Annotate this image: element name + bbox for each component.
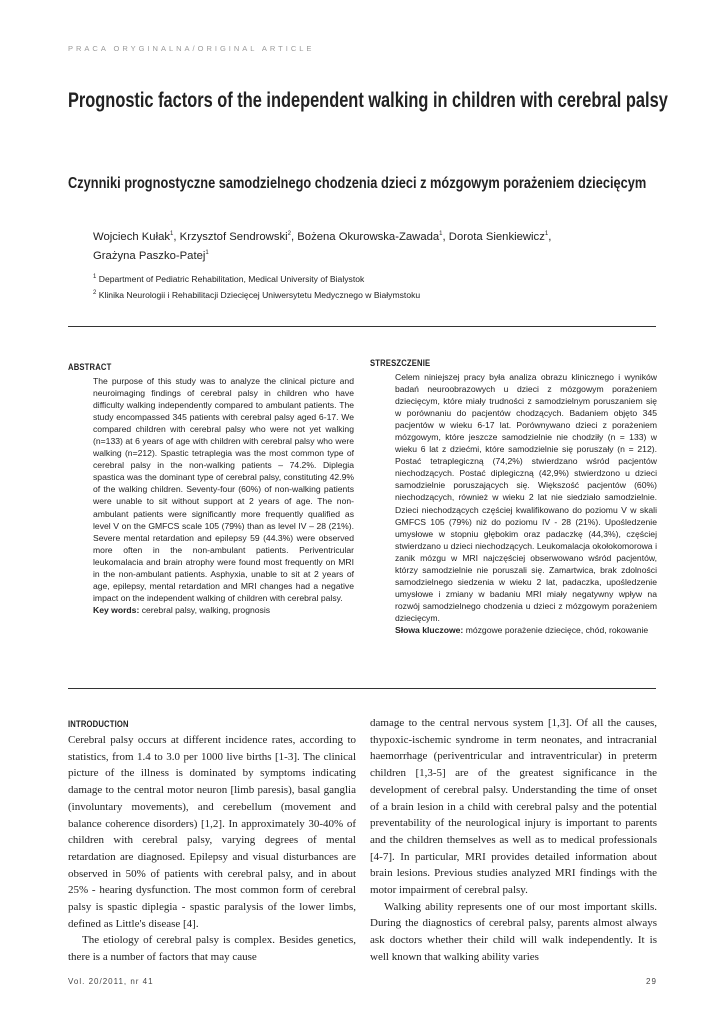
keywords-label: Key words:	[93, 604, 140, 615]
article-subtitle: Czynniki prognostyczne samodzielnego chodzenia dzieci z mózgowym porażeniem dziecięcym	[68, 175, 647, 192]
divider-middle	[68, 688, 656, 689]
author-name: Wojciech Kułak	[93, 231, 171, 243]
page-number: 29	[646, 977, 657, 986]
introduction-column-right	[370, 715, 657, 966]
paragraph: Walking ability represents one of our most important skills. During the diagnostics of cerebral palsy, parents almost always ask doctors whether their child will walk independently. It is well known that walking ability varies	[370, 900, 657, 963]
keywords: cerebral palsy, walking, prognosis	[141, 604, 271, 615]
article-title: Prognostic factors of the independent walking in children with cerebral palsy	[68, 89, 668, 112]
affiliation-2: $^2$ Klinika Neurologii i Rehabilitacji Dziecięcej Uniwersytetu Medycznego w Białymstoku	[93, 290, 421, 300]
streszczenie-text: Celem niniejszej pracy była analiza obrazu klinicznego i wyników badań neuroobrazowych u dzieci z mózgowym porażeniem dziecięcym, które miały trudności z samodzielnym poruszaniem się w porównaniu do pacjentów chodzących. Badaniem objęto 345 pacjentów w wieku 6-17 lat. Porównywano dzieci z porażeniem mózgowym, które jeszcze samodzielnie nie chodziły (n = 133) w wieku 6 lat z dziećmi, które samodzielnie się poruszały (n = 212). Postać tetraplegiczną (74,2%) stwierdzano wśród pacjentów niechodzących. Postać diplegiczną (42,9%) stwierdzono u dzieci samodzielnie poruszających się. Większość pacjentów (60%) niechodzących, również w wieku 2 lat nie siedziało samodzielnie. Dzieci niechodzących częściej kwalifikowano do poziomu V w skali GMFCS 105 (79%) niż do poziomu IV - 28 (21%). Upośledzenie umysłowe w stopniu głębokim oraz padaczkę (44,3%), częściej stwierdzano u dzieci niechodzących. Leukomalacja okołokomorowa i zanik mózgu w MRI najczęściej obserwowano wśród pacjentów, którzy samodzielnie nie poruszali się. Zamartwica, brak zdolności samodzielnego siedzenia w wieku 2 lat, padaczka, upośledzenie umysłowe i zmiany w badaniu MRI miały negatywny wpływ na rozwój samodzielnego chodzenia u dzieci z mózgowym porażeniem dziecięcym.	[395, 372, 657, 623]
paragraph: Cerebral palsy occurs at different incidence rates, according to statistics, from 1.4 to 3.0 per 1000 live births [1-3]. The clinical picture of the illness is dominated by symptoms indicating damage to the central motor neuron [limb paresis), basal ganglia (involuntary movements), and cerebellum (movement and balance coherence disorders) [1,2]. In approximately 30-40% of children with cerebral palsy, varying degrees of mental retardation are diagnosed. Epilepsy and visual disturbances are observed in 50% of patients with cerebral palsy, and in about 25% - hearing dysfunction. The most common form of cerebral palsy is spastic diplegia - spastic paralysis of the lower limbs, defined as Little's disease [4].	[68, 734, 356, 930]
divider-top	[68, 326, 656, 327]
slowa-kluczowe: mózgowe porażenie dziecięce, chód, rokowanie	[465, 624, 649, 635]
author-name: Bożena Okurowska-Zawada	[297, 231, 440, 243]
author-sup: 1	[205, 250, 209, 257]
author-sup: 2	[287, 231, 291, 238]
footer-volume: Vol. 20/2011, nr 41	[68, 977, 154, 986]
author-name: Krzysztof Sendrowski	[179, 231, 288, 243]
paragraph: damage to the central nervous system [1,3]. Of all the causes, thypoxic-ischemic syndrome in term neonates, and intracranial haemorrhage (periventricular and intraventricular) in preterm children [1,3-5] are of the greatest significance in the development of cerebral palsy. Understanding the time of onset of a brain lesion in a child with cerebral palsy and the potential preventability of the neurological injury is important to parents and the children themselves as well as to medical professionals [4-7]. In particular, MRI provides detailed information about brain lesions. Previous studies analyzed MRI findings with the motor impairment of cerebral palsy.	[370, 717, 657, 897]
abstract-text: The purpose of this study was to analyze the clinical picture and neuroimaging findings of cerebral palsy in children who have difficulty walking independently compared to ambulant patients. The study encompassed 345 patients with cerebral palsy aged 6-17. We compared children with cerebral palsy who were not yet walking (n=133) at 6 years of age with children with cerebral palsy who were walking (n=212). Spastic tetraplegia was the most common type of cerebral palsy in the non-walking patients – 74.2%. Diplegia spastica was the dominant type of cerebral palsy, constituting 42.9% of the walking children. Seventy-four (60%) of non-walking patients were unable to sit without support at 2 years of age. The non-ambulant patients were significantly more frequently qualified as level V on the GMFCS scale 105 (79%) than as level IV – 28 (21%). Severe mental retardation and epilepsy 59 (44.3%) were observed more often in the non-ambulant patients. Periventricular leukomalacia and brain atrophy were found most frequently on MRI in the non-ambulant patients. Asphyxia, unable to sit at 2 years of age, epilepsy, mental retardation and MRI changes had a negative impact on the independent walking of children with cerebral palsy.	[93, 376, 354, 603]
introduction-heading: INTRODUCTION	[68, 719, 129, 729]
affiliations	[93, 271, 420, 303]
author-sup: 1	[544, 231, 549, 238]
journal-section-header: PRACA ORYGINALNA/ORIGINAL ARTICLE	[68, 44, 315, 53]
author-sup: 1	[170, 231, 174, 238]
introduction-column-left	[68, 732, 356, 966]
slowa-kluczowe-label: Słowa kluczowe:	[395, 624, 464, 635]
affiliation-1: $^1$ Department of Pediatric Rehabilitation, Medical University of Bialystok	[93, 274, 365, 284]
streszczenie-heading: STRESZCZENIE	[370, 358, 431, 368]
author-name: Grażyna Paszko-Patej	[93, 250, 206, 262]
author-list: Wojciech Kułak$^1$, Krzysztof Sendrowski$^2$, Bożena Okurowska-Zawada$^1$, Dorota Sienkiewicz$^1$, Grażyna Paszko-Patej$^1$	[93, 231, 552, 262]
paragraph: The etiology of cerebral palsy is complex. Besides genetics, there is a number of factors that may cause	[68, 934, 356, 964]
author-name: Dorota Sienkiewicz	[448, 231, 545, 243]
streszczenie-body	[395, 371, 657, 636]
author-sup: 1	[439, 231, 443, 238]
abstract-heading: ABSTRACT	[68, 362, 112, 372]
abstract-body	[93, 375, 354, 616]
